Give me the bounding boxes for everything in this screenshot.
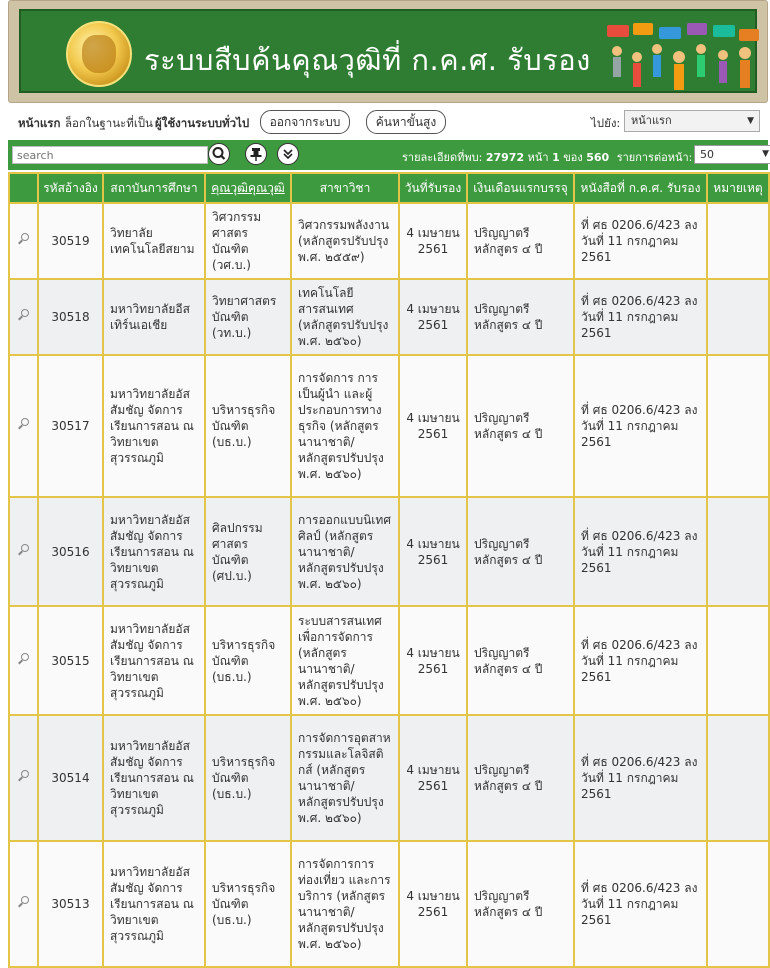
major-cell: เทคโนโลยีสารสนเทศ (หลักสูตรปรับปรุง พ.ศ. ๒๕๖๐) bbox=[291, 279, 399, 355]
select-arrow-icon: ▼ bbox=[762, 149, 769, 159]
table-header-row bbox=[9, 173, 769, 203]
column-header-major[interactable]: สาขาวิชา bbox=[291, 173, 399, 203]
column-header-qualification[interactable]: คุณวุฒิคุณวุฒิ bbox=[205, 173, 291, 203]
salary-cell: ปริญญาตรี หลักสูตร ๔ ปี bbox=[467, 606, 574, 715]
salary-cell: ปริญญาตรี หลักสูตร ๔ ปี bbox=[467, 715, 574, 841]
table-row bbox=[9, 497, 769, 606]
table-row bbox=[9, 355, 769, 497]
home-link[interactable]: หน้าแรก bbox=[18, 116, 61, 130]
search-button[interactable] bbox=[208, 143, 230, 165]
goto-label: ไปยัง: bbox=[591, 116, 621, 130]
view-cell[interactable] bbox=[9, 715, 38, 841]
note-cell bbox=[707, 203, 769, 279]
institution-cell: มหาวิทยาลัยอัสสัมชัญ จัดการเรียนการสอน ณ วิทยาเขตสุวรรณภูมิ bbox=[103, 497, 205, 606]
result-stats bbox=[402, 148, 692, 166]
login-as-label: ล็อกในฐานะที่เป็น bbox=[65, 116, 153, 130]
column-header-action bbox=[9, 173, 38, 203]
pin-button[interactable] bbox=[245, 143, 267, 165]
column-header-institution[interactable]: สถาบันการศึกษา bbox=[103, 173, 205, 203]
qualification-cell: วิทยาศาสตรบัณฑิต (วท.บ.) bbox=[205, 279, 291, 355]
magnifier-icon[interactable] bbox=[18, 544, 30, 556]
table-row bbox=[9, 715, 769, 841]
note-cell bbox=[707, 355, 769, 497]
goto-select[interactable] bbox=[624, 110, 760, 132]
major-cell: การจัดการการท่องเที่ยว และการบริการ (หลักสูตรนานาชาติ/ หลักสูตรปรับปรุง พ.ศ. ๒๕๖๐) bbox=[291, 841, 399, 967]
salary-cell: ปริญญาตรี หลักสูตร ๔ ปี bbox=[467, 497, 574, 606]
institution-cell: มหาวิทยาลัยอีสเทิร์นเอเชีย bbox=[103, 279, 205, 355]
date-cell: 4 เมษายน 2561 bbox=[399, 355, 467, 497]
select-arrow-icon: ▼ bbox=[747, 116, 754, 126]
magnifier-icon[interactable] bbox=[18, 233, 30, 245]
magnifier-icon[interactable] bbox=[18, 653, 30, 665]
note-cell bbox=[707, 279, 769, 355]
ref-cell: 30517 bbox=[38, 355, 103, 497]
qualification-cell: วิศวกรรมศาสตรบัณฑิต (วศ.บ.) bbox=[205, 203, 291, 279]
page-of-label: ของ bbox=[563, 151, 583, 164]
people-illustration-icon bbox=[603, 23, 763, 95]
results-table bbox=[8, 172, 770, 968]
qualification-cell: บริหารธุรกิจบัณฑิต (บธ.บ.) bbox=[205, 355, 291, 497]
expand-button[interactable] bbox=[277, 143, 299, 165]
major-cell: การจัดการอุตสาหกรรมและโลจิสติกส์ (หลักสูตรนานาชาติ/ หลักสูตรปรับปรุง พ.ศ. ๒๕๖๐) bbox=[291, 715, 399, 841]
found-label: รายละเอียดที่พบ: bbox=[402, 151, 483, 164]
date-cell: 4 เมษายน 2561 bbox=[399, 497, 467, 606]
view-cell[interactable] bbox=[9, 841, 38, 967]
banner-board bbox=[19, 9, 757, 93]
note-cell bbox=[707, 606, 769, 715]
date-cell: 4 เมษายน 2561 bbox=[399, 203, 467, 279]
salary-cell: ปริญญาตรี หลักสูตร ๔ ปี bbox=[467, 279, 574, 355]
magnifier-icon[interactable] bbox=[18, 309, 30, 321]
pin-icon bbox=[246, 144, 266, 164]
column-header-letter[interactable]: หนังสือที่ ก.ค.ศ. รับรอง bbox=[574, 173, 707, 203]
ref-cell: 30516 bbox=[38, 497, 103, 606]
note-cell bbox=[707, 715, 769, 841]
view-cell[interactable] bbox=[9, 497, 38, 606]
letter-cell: ที่ ศธ 0206.6/423 ลงวันที่ 11 กรกฎาคม 2561 bbox=[574, 279, 707, 355]
logout-button[interactable]: ออกจากระบบ bbox=[260, 110, 350, 134]
ref-cell: 30518 bbox=[38, 279, 103, 355]
view-cell[interactable] bbox=[9, 203, 38, 279]
major-cell: การจัดการ การเป็นผู้นำ และผู้ประกอบการทางธุรกิจ (หลักสูตรนานาชาติ/ หลักสูตรปรับปรุง พ.ศ. ๒๕๖๐) bbox=[291, 355, 399, 497]
institution-cell: มหาวิทยาลัยอัสสัมชัญ จัดการเรียนการสอน ณ วิทยาเขตสุวรรณภูมิ bbox=[103, 841, 205, 967]
qualification-cell: ศิลปกรรมศาสตรบัณฑิต (ศป.บ.) bbox=[205, 497, 291, 606]
major-cell: วิศวกรรมพลังงาน (หลักสูตรปรับปรุง พ.ศ. ๒๕๕๙) bbox=[291, 203, 399, 279]
column-header-salary[interactable]: เงินเดือนแรกบรรจุ bbox=[467, 173, 574, 203]
seal-logo-icon bbox=[66, 21, 132, 87]
major-cell: ระบบสารสนเทศเพื่อการจัดการ (หลักสูตรนานาชาติ/ หลักสูตรปรับปรุง พ.ศ. ๒๕๖๐) bbox=[291, 606, 399, 715]
qualification-cell: บริหารธุรกิจบัณฑิต (บธ.บ.) bbox=[205, 606, 291, 715]
table-row bbox=[9, 279, 769, 355]
column-header-ref[interactable]: รหัสอ้างอิง bbox=[38, 173, 103, 203]
institution-cell: มหาวิทยาลัยอัสสัมชัญ จัดการเรียนการสอน ณ วิทยาเขตสุวรรณภูมิ bbox=[103, 715, 205, 841]
magnifier-icon[interactable] bbox=[18, 418, 30, 430]
per-page-label: รายการต่อหน้า: bbox=[616, 151, 693, 164]
date-cell: 4 เมษายน 2561 bbox=[399, 606, 467, 715]
qualification-cell: บริหารธุรกิจบัณฑิต (บธ.บ.) bbox=[205, 715, 291, 841]
date-cell: 4 เมษายน 2561 bbox=[399, 841, 467, 967]
page-total: 560 bbox=[586, 151, 610, 164]
magnifier-icon[interactable] bbox=[18, 770, 30, 782]
letter-cell: ที่ ศธ 0206.6/423 ลงวันที่ 11 กรกฎาคม 2561 bbox=[574, 497, 707, 606]
column-header-date[interactable]: วันที่รับรอง bbox=[399, 173, 467, 203]
note-cell bbox=[707, 841, 769, 967]
view-cell[interactable] bbox=[9, 606, 38, 715]
ref-cell: 30515 bbox=[38, 606, 103, 715]
table-row bbox=[9, 606, 769, 715]
ref-cell: 30519 bbox=[38, 203, 103, 279]
salary-cell: ปริญญาตรี หลักสูตร ๔ ปี bbox=[467, 841, 574, 967]
date-cell: 4 เมษายน 2561 bbox=[399, 279, 467, 355]
page-current: 1 bbox=[552, 151, 560, 164]
chevron-down-circle-icon bbox=[278, 144, 298, 164]
search-input[interactable] bbox=[12, 146, 208, 164]
letter-cell: ที่ ศธ 0206.6/423 ลงวันที่ 11 กรกฎาคม 2561 bbox=[574, 355, 707, 497]
date-cell: 4 เมษายน 2561 bbox=[399, 715, 467, 841]
magnifier-icon[interactable] bbox=[18, 896, 30, 908]
user-role: ผู้ใช้งานระบบทั่วไป bbox=[155, 116, 250, 130]
view-cell[interactable] bbox=[9, 355, 38, 497]
table-row bbox=[9, 203, 769, 279]
found-count: 27972 bbox=[485, 151, 525, 164]
letter-cell: ที่ ศธ 0206.6/423 ลงวันที่ 11 กรกฎาคม 2561 bbox=[574, 715, 707, 841]
ref-cell: 30514 bbox=[38, 715, 103, 841]
page-label: หน้า bbox=[527, 151, 549, 164]
search-icon bbox=[209, 144, 229, 164]
site-title: ระบบสืบค้นคุณวุฒิที่ ก.ค.ศ. รับรอง bbox=[144, 43, 591, 77]
institution-cell: มหาวิทยาลัยอัสสัมชัญ จัดการเรียนการสอน ณ วิทยาเขตสุวรรณภูมิ bbox=[103, 355, 205, 497]
letter-cell: ที่ ศธ 0206.6/423 ลงวันที่ 11 กรกฎาคม 2561 bbox=[574, 203, 707, 279]
per-page-value: 50 bbox=[700, 148, 714, 161]
ref-cell: 30513 bbox=[38, 841, 103, 967]
view-cell[interactable] bbox=[9, 279, 38, 355]
advanced-search-button[interactable]: ค้นหาขั้นสูง bbox=[366, 110, 446, 134]
salary-cell: ปริญญาตรี หลักสูตร ๔ ปี bbox=[467, 355, 574, 497]
institution-cell: วิทยาลัยเทคโนโลยีสยาม bbox=[103, 203, 205, 279]
salary-cell: ปริญญาตรี หลักสูตร ๔ ปี bbox=[467, 203, 574, 279]
search-toolbar bbox=[8, 140, 768, 170]
per-page-select[interactable] bbox=[694, 145, 770, 164]
institution-cell: มหาวิทยาลัยอัสสัมชัญ จัดการเรียนการสอน ณ วิทยาเขตสุวรรณภูมิ bbox=[103, 606, 205, 715]
user-bar bbox=[18, 110, 763, 134]
qualification-cell: บริหารธุรกิจบัณฑิต (บธ.บ.) bbox=[205, 841, 291, 967]
goto-select-value: หน้าแรก bbox=[631, 114, 672, 127]
note-cell bbox=[707, 497, 769, 606]
column-header-note[interactable]: หมายเหตุ bbox=[707, 173, 769, 203]
table-row bbox=[9, 841, 769, 967]
letter-cell: ที่ ศธ 0206.6/423 ลงวันที่ 11 กรกฎาคม 2561 bbox=[574, 841, 707, 967]
letter-cell: ที่ ศธ 0206.6/423 ลงวันที่ 11 กรกฎาคม 2561 bbox=[574, 606, 707, 715]
site-banner bbox=[8, 0, 768, 103]
major-cell: การออกแบบนิเทศศิลป์ (หลักสูตรนานาชาติ/ หลักสูตรปรับปรุง พ.ศ. ๒๕๖๐) bbox=[291, 497, 399, 606]
